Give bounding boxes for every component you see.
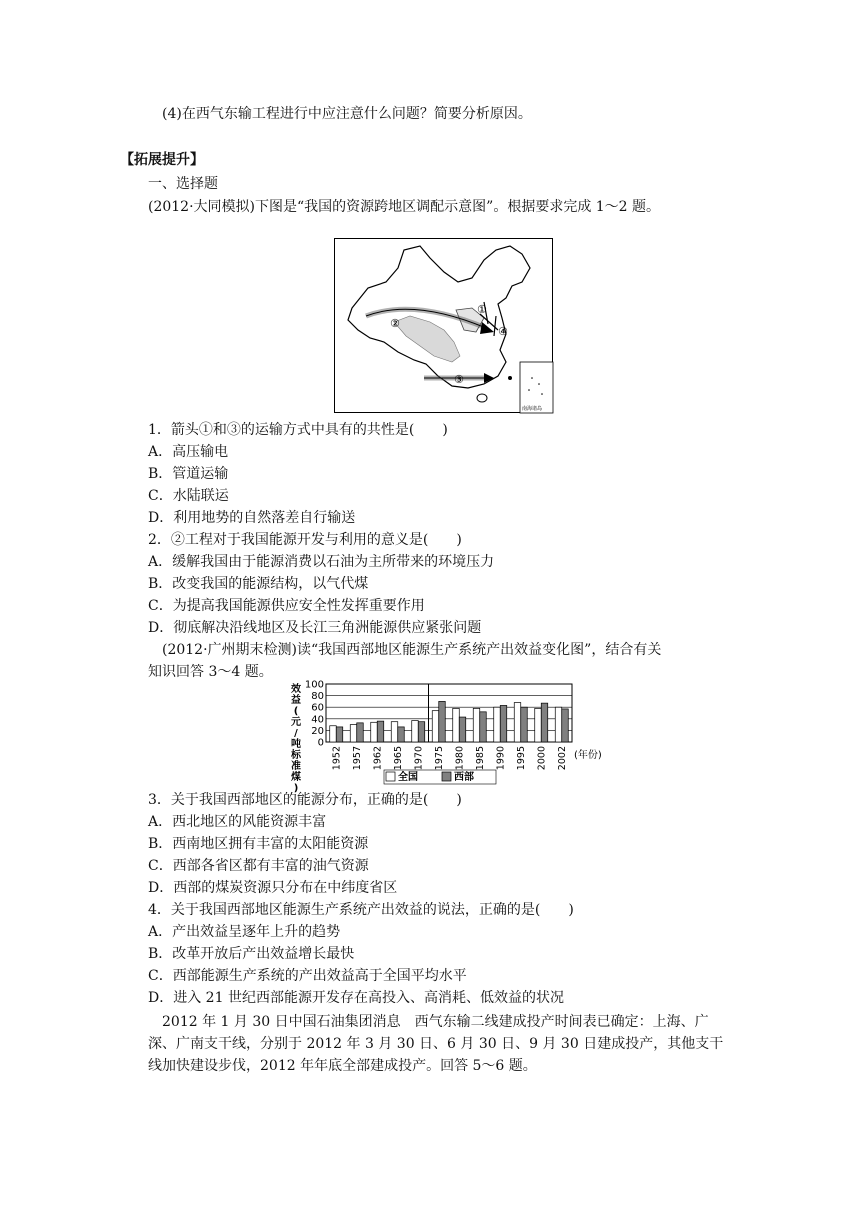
q1-option-b: B．管道运输 — [148, 466, 229, 482]
q4-option-c: C．西部能源生产系统的产出效益高于全国平均水平 — [148, 968, 467, 984]
y-axis-label-char: 益 — [291, 695, 301, 706]
final-para-line2: 深、广南支干线，分别于 2012 年 3 月 30 日、6 月 30 日、9 月 30 日建成投产，其他支干 — [148, 1036, 724, 1052]
x-tick-label: 1980 — [454, 746, 466, 771]
x-tick-label: 1995 — [515, 746, 527, 771]
map-label-3: ③ — [454, 373, 464, 386]
chart-legend — [384, 770, 496, 784]
x-tick-label: 1970 — [413, 746, 425, 771]
inset-label: 南海诸岛 — [522, 406, 543, 412]
y-axis-label-char: / — [294, 728, 298, 739]
bar-西部-1975 — [439, 701, 446, 742]
bar-全国-2000 — [535, 708, 542, 742]
y-axis-label-char: 吨 — [291, 739, 301, 750]
bar-全国-2002 — [555, 707, 562, 742]
question-4-prompt: (4)在西气东输工程进行中应注意什么问题？简要分析原因。 — [162, 106, 532, 122]
bar-西部-1990 — [500, 705, 507, 742]
bar-全国-1970 — [412, 721, 419, 742]
x-tick-label: 2002 — [556, 746, 568, 771]
bar-全国-1965 — [391, 722, 398, 742]
x-tick-label: 1952 — [331, 746, 343, 771]
intro-3-4-line1: (2012·广州期末检测)读“我国西部地区能源生产系统产出效益变化图”，结合有关 — [162, 642, 662, 658]
legend-swatch-西部 — [442, 772, 451, 781]
bar-全国-1990 — [494, 707, 501, 742]
y-axis-label-char: 煤 — [291, 772, 301, 783]
y-tick-label: 100 — [304, 679, 324, 691]
q1-option-d: D．利用地势的自然落差自行输送 — [148, 510, 356, 526]
x-tick-label: 1957 — [351, 746, 363, 771]
bar-全国-1995 — [514, 703, 521, 742]
x-tick-label: 1985 — [474, 746, 486, 771]
bar-西部-1952 — [336, 727, 343, 742]
q3-option-a: A．西北地区的风能资源丰富 — [148, 814, 327, 830]
x-tick-label: 2000 — [536, 746, 548, 771]
bar-全国-1985 — [473, 708, 480, 742]
y-axis-label-char: 标 — [291, 750, 301, 761]
y-tick-label: 80 — [311, 691, 324, 703]
bar-全国-1957 — [350, 725, 357, 742]
q4-stem: 4．关于我国西部地区能源生产系统产出效益的说法，正确的是( ) — [148, 902, 574, 918]
x-tick-label: 1990 — [495, 746, 507, 771]
bar-全国-1975 — [432, 711, 439, 742]
q4-option-d: D．进入 21 世纪西部能源开发存在高投入、高消耗、低效益的状况 — [148, 990, 564, 1006]
q1-stem: 1．箭头①和③的运输方式中具有的共性是( ) — [148, 422, 448, 438]
map-label-4: ④ — [498, 325, 508, 338]
y-axis-label — [290, 682, 302, 794]
bar-全国-1952 — [330, 726, 337, 742]
bar-西部-1962 — [377, 721, 384, 742]
q2-option-d: D．彻底解决沿线地区及长江三角洲能源供应紧张问题 — [148, 620, 482, 636]
q2-stem: 2．②工程对于我国能源开发与利用的意义是( ) — [148, 532, 462, 548]
y-axis-label-char: ( — [293, 706, 299, 717]
final-para-line1: 2012 年 1 月 30 日中国石油集团消息 西气东输二线建成投产时间表已确定：上海、广 — [162, 1014, 709, 1030]
q3-option-b: B．西南地区拥有丰富的太阳能资源 — [148, 836, 369, 852]
y-tick-label: 60 — [311, 702, 324, 714]
intro-1-2: (2012·大同模拟)下图是“我国的资源跨地区调配示意图”。根据要求完成 1～2 题。 — [148, 199, 661, 215]
x-axis-unit: (年份) — [574, 750, 602, 761]
q4-option-a: A．产出效益呈逐年上升的趋势 — [148, 924, 341, 940]
final-para-line3: 线加快建设步伐，2012 年年底全部建成投产。回答 5～6 题。 — [148, 1058, 537, 1074]
bar-西部-1965 — [398, 727, 405, 742]
map-label-1: ① — [477, 303, 487, 316]
y-axis-label-char: 准 — [291, 761, 301, 772]
q1-option-a: A．高压输电 — [148, 444, 229, 460]
bar-西部-1980 — [459, 717, 466, 742]
bar-西部-2000 — [541, 703, 548, 742]
bar-西部-2002 — [562, 709, 569, 742]
map-label-2: ② — [390, 317, 400, 330]
q3-option-d: D．西部的煤炭资源只分布在中纬度省区 — [148, 880, 398, 896]
bar-西部-1957 — [357, 723, 364, 742]
energy-benefit-chart — [290, 678, 610, 794]
legend-swatch-全国 — [386, 772, 395, 781]
q3-stem: 3．关于我国西部地区的能源分布，正确的是( ) — [148, 792, 462, 808]
x-tick-label: 1962 — [372, 746, 384, 771]
q2-option-a: A．缓解我国由于能源消费以石油为主所带来的环境压力 — [148, 554, 495, 570]
section-title: 【拓展提升】 — [120, 152, 204, 168]
bar-西部-1970 — [418, 722, 425, 742]
q3-option-c: C．西部各省区都有丰富的油气资源 — [148, 858, 369, 874]
x-tick-label: 1965 — [392, 746, 404, 771]
y-axis-label-char: 元 — [291, 717, 301, 728]
intro-3-4-line2: 知识回答 3～4 题。 — [148, 664, 273, 680]
y-tick-label: 40 — [311, 714, 324, 726]
bar-全国-1980 — [453, 708, 460, 742]
y-axis-label-char: ) — [293, 783, 299, 794]
subsection-title: 一、选择题 — [148, 176, 218, 192]
q4-option-b: B．改革开放后产出效益增长最快 — [148, 946, 355, 962]
y-tick-label: 0 — [317, 737, 324, 749]
x-tick-label: 1975 — [433, 746, 445, 771]
bar-西部-1985 — [480, 712, 487, 742]
legend-label-全国: 全国 — [398, 772, 418, 783]
q1-option-c: C．水陆联运 — [148, 488, 229, 504]
bar-西部-1995 — [521, 707, 528, 742]
q2-option-c: C．为提高我国能源供应安全性发挥重要作用 — [148, 598, 425, 614]
bar-全国-1962 — [371, 722, 378, 742]
y-tick-label: 20 — [311, 725, 324, 737]
legend-label-西部: 西部 — [454, 772, 474, 783]
resource-map-figure — [334, 238, 553, 413]
q2-option-b: B．改变我国的能源结构，以气代煤 — [148, 576, 369, 592]
y-axis-label-char: 效 — [291, 684, 301, 695]
